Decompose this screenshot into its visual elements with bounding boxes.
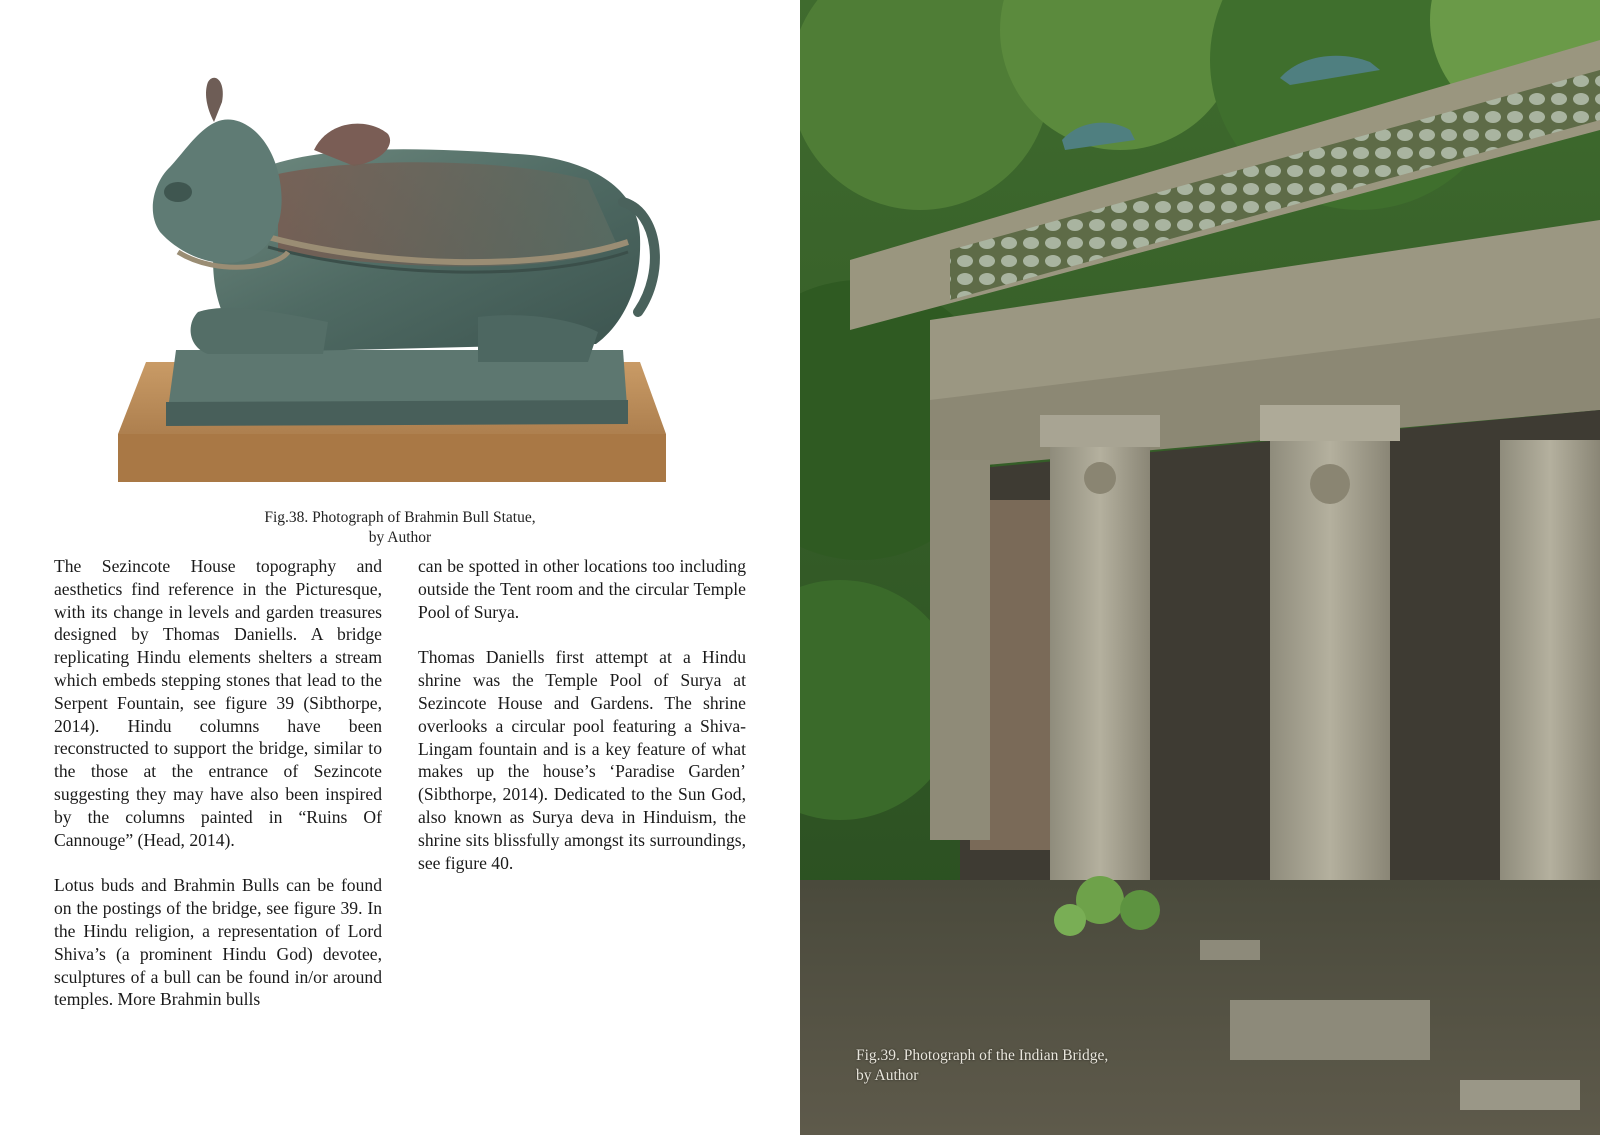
right-page	[800, 0, 1600, 1135]
figure-38-caption	[180, 508, 620, 548]
figure-39-caption-line-2: by Author	[856, 1067, 919, 1084]
column-2-paragraph-1: can be spotted in other locations too including outside the Tent room and the circular Temple Pool of Surya.	[418, 556, 746, 622]
figure-38-caption-line-2: by Author	[368, 529, 432, 546]
text-column-left	[54, 555, 382, 1034]
column-2-paragraph-2: Thomas Daniells first attempt at a Hindu shrine was the Temple Pool of Surya at Sezincote House and Gardens. The shrine overlooks a circular pool featuring a Shiva-Lingam fountain and is a key feature of what makes up the house’s ‘Paradise Garden’ (Sibthorpe, 2014). Dedicated to the Sun God, also known as Surya deva in Hinduism, the shrine sits blissfully amongst its surroundings, see figure 40.	[418, 647, 746, 873]
figure-39-caption-line-1: Fig.39. Photograph of the Indian Bridge,	[856, 1047, 1109, 1064]
figure-38-caption-line-1: Fig.38. Photograph of Brahmin Bull Statue,	[264, 509, 536, 526]
brahmin-bull-statue-photo	[118, 62, 684, 498]
figure-39-caption	[856, 1046, 1196, 1086]
text-column-right	[418, 555, 746, 897]
column-1-paragraph-1: The Sezincote House topography and aesthetics find reference in the Picturesque, with its change in levels and garden treasures designed by Thomas Daniells. A bridge replicating Hindu elements shelters a stream which embeds stepping stones that lead to the Serpent Fountain, see figure 39 (Sibthorpe, 2014). Hindu columns have been reconstructed to support the bridge, similar to the those at the entrance of Sezincote suggesting they may have also been inspired by the columns painted in “Ruins Of Cannouge” (Head, 2014).	[54, 556, 382, 850]
column-1-paragraph-2: Lotus buds and Brahmin Bulls can be found on the postings of the bridge, see figure 39. In the Hindu religion, a representation of Lord Shiva’s (a prominent Hindu God) devotee, sculptures of a bull can be found in/or around temples. More Brahmin bulls	[54, 875, 382, 1010]
indian-bridge-photo	[800, 0, 1600, 1135]
